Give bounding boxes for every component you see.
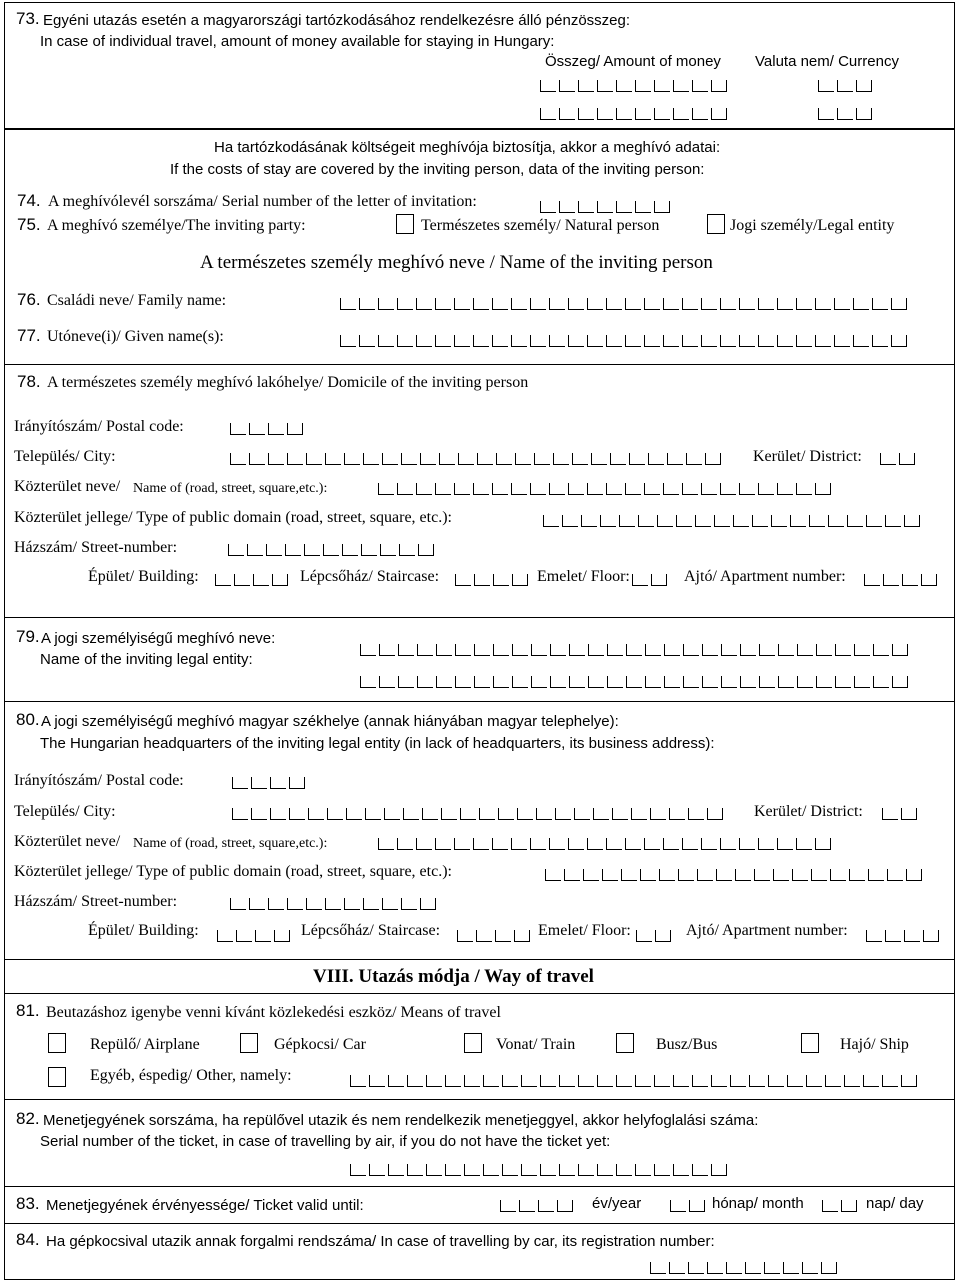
city-label: Település/ City: [14,803,116,820]
floor-field[interactable] [632,574,670,587]
floor-label: Emelet/ Floor: [537,568,630,585]
s81-label: Beutazáshoz igenybe venni kívánt közlekedési eszköz/ Means of travel [46,1004,501,1021]
staircase-field[interactable] [457,930,533,943]
s75-label: A meghívó személye/The inviting party: [47,217,306,234]
train-checkbox[interactable] [464,1033,482,1053]
s73-label-en: In case of individual travel, amount of money available for staying in Hungary: [40,33,555,50]
s80-label-hu: A jogi személyiségű meghívó magyar székhelye (annak hiányában magyar telephelye): [41,713,619,730]
currency-field-1[interactable] [818,80,875,93]
divider [4,1186,955,1187]
ticket-serial-field[interactable] [350,1164,730,1177]
apartment-label: Ajtó/ Apartment number: [686,922,848,939]
postal-code-field[interactable] [230,423,306,436]
divider [4,364,955,365]
apartment-field[interactable] [864,574,940,587]
currency-field-2[interactable] [818,108,875,121]
street-number-label: Házszám/ Street-number: [14,539,178,556]
building-field[interactable] [215,574,291,587]
s79-label-hu: A jogi személyiségű meghívó neve: [41,630,276,647]
inviter-heading-hu: Ha tartózkodásának költségeit meghívója biztosítja, akkor a meghívó adatai: [214,139,721,156]
city-field[interactable] [232,808,726,821]
district-field[interactable] [882,808,920,821]
street-name-label-en: Name of (road, street, square,etc.): [133,481,328,496]
year-label: év/year [592,1195,642,1212]
building-label: Épület/ Building: [88,568,199,585]
ticket-year-field[interactable] [500,1200,576,1213]
item-number: 73. [16,9,40,28]
street-name-label-hu: Közterület neve/ [14,478,121,495]
street-name-label-en: Name of (road, street, square,etc.): [133,836,328,851]
district-field[interactable] [880,453,918,466]
s77-label: Utóneve(i)/ Given name(s): [47,328,224,345]
divider [4,993,955,994]
other-label: Egyéb, éspedig/ Other, namely: [90,1067,292,1084]
floor-field[interactable] [636,930,674,943]
domain-type-label: Közterület jellege/ Type of public domain (road, street, square, etc.): [14,509,452,526]
family-name-field[interactable] [340,298,910,311]
item-number: 77. [17,326,41,345]
natural-person-label: Természetes személy/ Natural person [421,217,660,234]
s76-label: Családi neve/ Family name: [47,292,227,309]
airplane-checkbox[interactable] [48,1033,66,1053]
apartment-label: Ajtó/ Apartment number: [684,568,846,585]
legal-name-field-1[interactable] [360,644,911,657]
divider [4,1223,955,1224]
item-number: 82. [16,1109,40,1128]
other-checkbox[interactable] [48,1067,66,1087]
day-label: nap/ day [866,1195,924,1212]
s74-label: A meghívólevél sorszáma/ Serial number of the letter of invitation: [48,193,477,210]
postal-code-label: Irányítószám/ Postal code: [14,772,184,789]
natural-person-heading: A természetes személy meghívó neve / Name of the inviting person [200,252,713,273]
inviter-heading-en: If the costs of stay are covered by the inviting person, data of the inviting person: [170,161,705,178]
item-number: 81. [16,1001,40,1020]
district-label: Kerület/ District: [754,803,863,820]
city-label: Település/ City: [14,448,116,465]
item-number: 74. [17,191,41,210]
item-number: 80. [16,710,40,729]
train-label: Vonat/ Train [496,1036,576,1053]
month-label: hónap/ month [712,1195,804,1212]
street-name-label-hu: Közterület neve/ [14,833,121,850]
s84-label: Ha gépkocsival utazik annak forgalmi rendszáma/ In case of travelling by car, its registration number: [46,1233,715,1250]
floor-label: Emelet/ Floor: [538,922,631,939]
bus-checkbox[interactable] [616,1033,634,1053]
item-number: 76. [17,290,41,309]
section-title: VIII. Utazás módja / Way of travel [313,966,594,987]
item-number: 78. [17,372,41,391]
s83-label: Menetjegyének érvényessége/ Ticket valid until: [46,1197,364,1214]
car-label: Gépkocsi/ Car [274,1036,366,1053]
item-number: 79. [16,627,40,646]
domain-type-label: Közterület jellege/ Type of public domain (road, street, square, etc.): [14,863,452,880]
domain-type-field[interactable] [543,515,923,528]
ship-checkbox[interactable] [801,1033,819,1053]
invitation-serial-field[interactable] [540,201,673,214]
legal-entity-label: Jogi személy/Legal entity [730,217,895,234]
staircase-field[interactable] [455,574,531,587]
building-label: Épület/ Building: [88,922,199,939]
item-number: 84. [16,1230,40,1249]
natural-person-checkbox[interactable] [396,214,414,234]
amount-field-1[interactable] [540,80,730,93]
street-number-field[interactable] [228,544,437,557]
staircase-label: Lépcsőház/ Staircase: [301,922,441,939]
ship-label: Hajó/ Ship [840,1036,909,1053]
legal-entity-checkbox[interactable] [707,214,725,234]
amount-label: Összeg/ Amount of money [545,53,721,70]
other-means-field[interactable] [350,1075,920,1088]
registration-number-field[interactable] [650,1262,840,1275]
postal-code-label: Irányítószám/ Postal code: [14,418,184,435]
staircase-label: Lépcsőház/ Staircase: [300,568,440,585]
ticket-day-field[interactable] [822,1200,860,1213]
s79-label-en: Name of the inviting legal entity: [40,651,253,668]
street-number-label: Házszám/ Street-number: [14,893,178,910]
airplane-label: Repülő/ Airplane [90,1036,200,1053]
street-name-field[interactable] [378,483,834,496]
ticket-month-field[interactable] [670,1200,708,1213]
currency-label: Valuta nem/ Currency [755,53,899,70]
district-label: Kerület/ District: [753,448,862,465]
amount-field-2[interactable] [540,108,730,121]
s78-label: A természetes személy meghívó lakóhelye/ Domicile of the inviting person [47,374,529,391]
domain-type-field[interactable] [545,869,925,882]
s73-label-hu: Egyéni utazás esetén a magyarországi tartózkodásához rendelkezésre álló pénzösszeg: [43,12,631,29]
postal-code-field[interactable] [232,777,308,790]
building-field[interactable] [217,930,293,943]
legal-name-field-2[interactable] [360,676,911,689]
s80-label-en: The Hungarian headquarters of the inviting legal entity (in lack of headquarters, its business address): [40,735,715,752]
item-number: 83. [16,1194,40,1213]
bus-label: Busz/Bus [656,1036,718,1053]
car-checkbox[interactable] [240,1033,258,1053]
street-name-field[interactable] [378,838,834,851]
s82-label-hu: Menetjegyének sorszáma, ha repülővel utazik és nem rendelkezik menetjeggyel, akkor helyfoglalási száma: [43,1112,759,1129]
divider [4,1099,955,1100]
city-field[interactable] [230,453,724,466]
street-number-field[interactable] [230,898,439,911]
given-name-field[interactable] [340,335,910,348]
apartment-field[interactable] [866,930,942,943]
s82-label-en: Serial number of the ticket, in case of travelling by air, if you do not have the ticket yet: [40,1133,611,1150]
item-number: 75. [17,215,41,234]
